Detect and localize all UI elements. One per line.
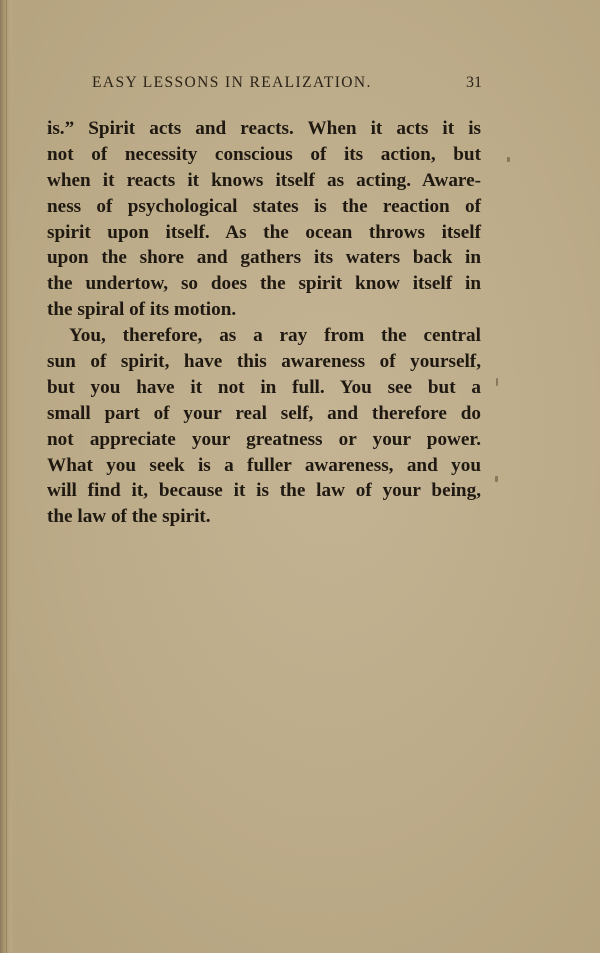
running-head xyxy=(48,74,482,96)
text-line: not appreciate your greatness or your power. xyxy=(47,428,481,450)
page-gutter-shadow xyxy=(0,0,16,953)
body-text xyxy=(47,116,481,530)
text-line: You, therefore, as a ray from the central xyxy=(69,325,481,347)
text-line: upon the shore and gathers its waters back in xyxy=(47,247,481,269)
page-number: 31 xyxy=(466,74,482,91)
text-line: spirit upon itself. As the ocean throws itself xyxy=(47,221,481,243)
text-line: the law of the spirit. xyxy=(47,506,211,528)
paper-speck xyxy=(496,378,498,386)
text-line: the undertow, so does the spirit know itself in xyxy=(47,273,481,295)
text-line: What you seek is a fuller awareness, and you xyxy=(47,454,481,476)
text-line: but you have it not in full. You see but a xyxy=(47,376,481,398)
text-line: not of necessity conscious of its action, but xyxy=(47,143,481,165)
paragraph xyxy=(47,323,481,530)
text-line: small part of your real self, and therefore do xyxy=(47,402,481,424)
text-line: the spiral of its motion. xyxy=(47,299,237,321)
text-line: sun of spirit, have this awareness of yourself, xyxy=(47,351,481,373)
text-line: is.” Spirit acts and reacts. When it acts it is xyxy=(47,118,481,139)
page-binding-edge xyxy=(6,0,7,953)
paper-speck xyxy=(507,157,510,162)
paper-speck xyxy=(495,476,498,482)
running-head-title: EASY LESSONS IN REALIZATION. xyxy=(92,74,372,91)
paragraph xyxy=(47,116,481,323)
text-line: will find it, because it is the law of your being, xyxy=(47,480,481,502)
text-line: ness of psychological states is the reaction of xyxy=(47,195,481,217)
text-line: when it reacts it knows itself as acting. Aware- xyxy=(47,169,481,191)
